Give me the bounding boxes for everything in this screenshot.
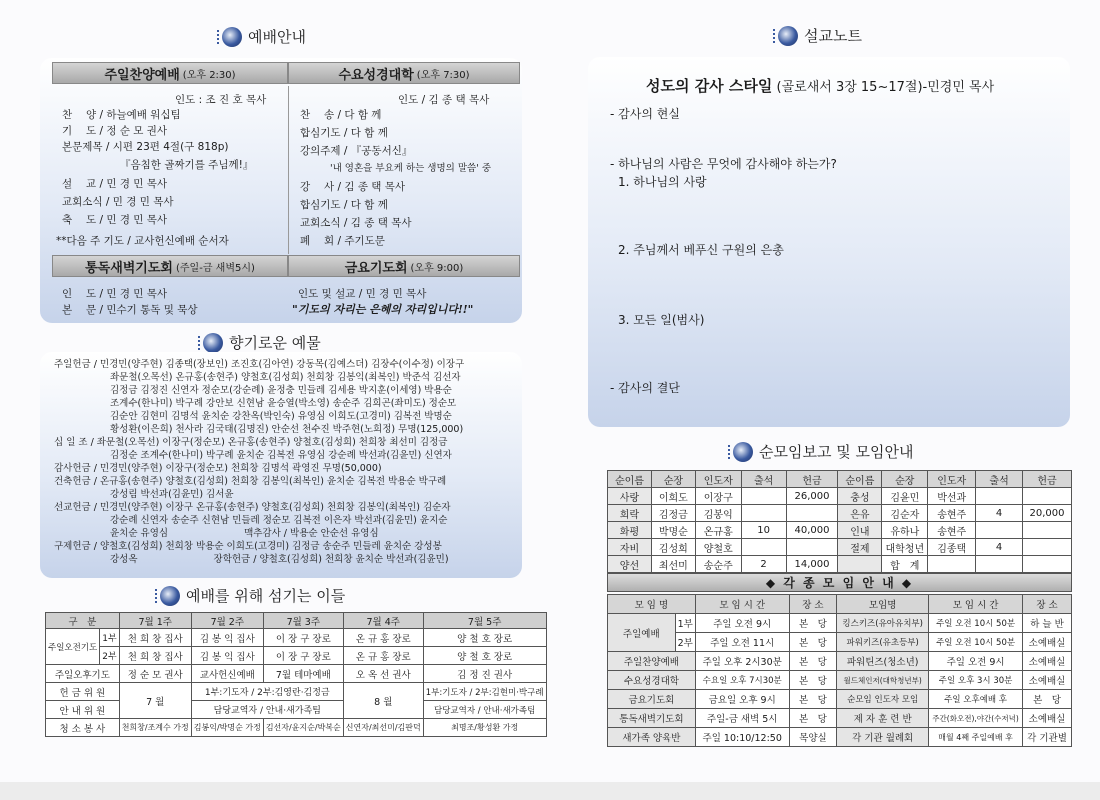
sermon-point: - 감사의 현실 (610, 107, 680, 121)
table-cell: 본 당 (789, 709, 837, 728)
table-cell: 최선미 (651, 556, 695, 573)
table-cell: 박명순 (651, 522, 695, 539)
table-cell: 주일 오후 3시 30분 (929, 671, 1023, 690)
dawn-line: 인 도 / 민 경 민 목사 (62, 288, 168, 300)
table-header: 출석 (976, 471, 1023, 488)
table-header: 장 소 (789, 595, 837, 614)
table-row (46, 629, 547, 647)
column-divider (288, 86, 289, 254)
table-cell: 이 장 구 장로 (263, 629, 343, 647)
sermon-subpoint: 1. 하나님의 사랑 (618, 175, 707, 189)
table-header: 7월 5주 (423, 613, 546, 629)
table-cell: 인내 (838, 522, 882, 539)
table-row (608, 728, 1072, 747)
sermon-reference: (골로새서 3장 15~17절)-민경민 목사 (776, 80, 995, 95)
table-cell: 화평 (608, 522, 652, 539)
offering-line: 강성옥 장학헌금 / 양철호(김성희) 천희창 윤치순 박선과(김윤민) (110, 554, 449, 565)
table-cell: 사랑 (608, 488, 652, 505)
friday-prayer-title: 금요기도회 (344, 260, 408, 276)
offering-line: 강순례 신연자 송순주 신현남 민들레 정순모 김복전 이은자 박선과(김윤민) 윤지순 (110, 515, 448, 526)
meetings-table (607, 594, 1072, 747)
table-row (608, 505, 1072, 522)
table-cell: 주일 오전 9시 (929, 652, 1023, 671)
row-sublabel: 2부 (100, 647, 119, 665)
dawn-prayer-time: (주일-금 새벽5시) (175, 262, 255, 274)
row-label: 새가족 양육반 (608, 728, 696, 747)
table-cell: 각 기관 월례회 (837, 728, 929, 747)
sermon-title (646, 75, 994, 96)
offering-line: 주일헌금 / 민경민(양주현) 김종택(장보인) 조진호(김아연) 강동목(김예스더) 김장수(이수정) 이장구 (54, 359, 465, 370)
row-label: 주일찬양예배 (608, 652, 696, 671)
table-cell: 김순자 (882, 505, 928, 522)
table-cell: 월드체인저(대학청년부) (837, 671, 929, 690)
wednesday-time: (오후 7:30) (416, 69, 470, 81)
offering-section-title (203, 332, 321, 353)
table-row (608, 488, 1072, 505)
table-header: 출석 (741, 471, 786, 488)
bottom-strip (0, 782, 1100, 800)
table-cell: 은유 (838, 505, 882, 522)
table-header: 순이름 (608, 471, 652, 488)
table-cell: 주일 10:10/12:50 (695, 728, 789, 747)
table-header: 모임명 (837, 595, 929, 614)
wednesday-line: '내 영혼을 부요케 하는 생명의 말씀' 중 (330, 163, 491, 174)
table-cell: 이 장 구 장로 (263, 647, 343, 665)
table-row (46, 683, 547, 701)
table-cell: 2 (741, 556, 786, 573)
table-cell: 2부 (675, 633, 695, 652)
table-cell: 김 정 진 권사 (423, 665, 546, 683)
table-cell: 대학청년 (882, 539, 928, 556)
row-label: 통독새벽기도회 (608, 709, 696, 728)
offering-line: 십 일 조 / 좌문철(오목선) 이장구(정순모) 온규홍(송현주) 양철호(김성희) 천희창 최선미 김정금 (54, 437, 448, 448)
offering-line: 윤치순 유영심 맥추감사 / 박용순 안순선 유영심 (110, 528, 379, 539)
table-cell: 송순주 (695, 556, 741, 573)
table-cell: 주일 오전 10시 50분 (929, 614, 1023, 633)
offering-panel (40, 352, 522, 578)
wednesday-line: 강 사 / 김 종 택 목사 (300, 181, 406, 193)
table-cell: 박선과 (928, 488, 976, 505)
table-cell: 10 (741, 522, 786, 539)
sermon-subpoint: 3. 모든 일(범사) (618, 313, 705, 327)
table-row (608, 652, 1072, 671)
table-cell: 김봉익/박명순 가정 (191, 719, 263, 737)
offering-line: 강성림 박선과(김윤민) 김서윤 (110, 489, 234, 500)
sermon-section-title (778, 25, 862, 46)
table-cell: 김정금 (651, 505, 695, 522)
offering-line: 구제헌금 / 양철호(김성희) 천희창 박용순 이희도(고경미) 김정금 송순주 민들레 윤치순 강성봉 (54, 541, 442, 552)
sermon-note-panel (588, 57, 1070, 427)
table-cell (1022, 556, 1071, 573)
sunday-worship-time: (오후 2:30) (182, 69, 236, 81)
church-logo-icon (222, 27, 242, 47)
servers-schedule-table (45, 612, 547, 737)
table-cell: 킹스키즈(유아유치부) (837, 614, 929, 633)
sunday-line: 교회소식 / 민 경 민 목사 (62, 196, 174, 208)
sermon-subpoint: 2. 주님께서 베푸신 구원의 은총 (618, 243, 784, 257)
table-cell: 주일 오후예배 후 (929, 690, 1023, 709)
table-row (608, 614, 1072, 633)
table-cell (976, 556, 1023, 573)
sunday-line: 축 도 / 민 경 민 목사 (62, 214, 168, 226)
wednesday-title: 수요성경대학 (338, 67, 414, 83)
table-cell: 파워틴즈(청소년) (837, 652, 929, 671)
table-cell: 양선 (608, 556, 652, 573)
table-cell: 교사헌신예배 (191, 665, 263, 683)
table-cell: 담당교역자 / 안내·새가족팀 (423, 701, 546, 719)
table-cell: 본 당 (789, 652, 837, 671)
table-cell: 순모임 인도자 모임 (837, 690, 929, 709)
table-cell: 절제 (838, 539, 882, 556)
servers-section-title (160, 585, 345, 606)
table-cell (741, 539, 786, 556)
offering-line: 김정순 조계수(한나미) 박구례 윤치순 김복전 유영심 강순례 박선과(김윤민) 신연자 (110, 450, 452, 461)
table-header: 7월 4주 (343, 613, 423, 629)
table-cell (1022, 488, 1071, 505)
table-cell: 양철호 (695, 539, 741, 556)
table-cell: 하 늘 반 (1023, 614, 1072, 633)
table-cell: 주간(화오전),야간(수저녁) (929, 709, 1023, 728)
table-cell (1022, 522, 1071, 539)
table-header: 인도자 (928, 471, 976, 488)
offering-line: 감사헌금 / 민경민(양주현) 이장구(정순모) 천희창 김명석 곽영진 무명(50,000) (54, 463, 382, 474)
wednesday-header (288, 62, 520, 84)
row-label: 주일오후기도 (46, 665, 120, 683)
table-cell: 오 옥 선 권사 (343, 665, 423, 683)
table-header: 7월 1주 (119, 613, 191, 629)
table-cell (741, 505, 786, 522)
table-cell: 김 봉 익 집사 (191, 629, 263, 647)
church-logo-icon (778, 26, 798, 46)
table-header: 인도자 (695, 471, 741, 488)
table-cell (786, 539, 838, 556)
wednesday-line: 강의주제 / 『공동서신』 (300, 145, 413, 157)
table-cell (838, 556, 882, 573)
sunday-line: 찬 양 / 하늘예배 워십팀 (62, 109, 181, 121)
table-cell: 신연자/최선미/김판덕 (343, 719, 423, 737)
table-cell: 이희도 (651, 488, 695, 505)
table-cell: 김성희 (651, 539, 695, 556)
table-cell: 김봉익 (695, 505, 741, 522)
table-header: 모 임 명 (608, 595, 696, 614)
table-cell: 본 당 (789, 614, 837, 633)
table-header: 헌금 (1022, 471, 1071, 488)
table-cell: 1부:기도자 / 2부:김영란·김정금 (191, 683, 343, 701)
table-cell: 송현주 (928, 505, 976, 522)
table-cell: 희락 (608, 505, 652, 522)
table-cell: 본 당 (1023, 690, 1072, 709)
worship-section-title (222, 26, 306, 47)
church-logo-icon (203, 333, 223, 353)
month-cell: 7 월 (119, 683, 191, 719)
table-cell: 정 순 모 권사 (119, 665, 191, 683)
table-cell: 온 규 홍 장로 (343, 629, 423, 647)
table-cell: 온 규 홍 장로 (343, 647, 423, 665)
table-cell: 매월 4째 주일예배 후 (929, 728, 1023, 747)
table-cell: 합 계 (882, 556, 928, 573)
offering-section-title-text: 향기로운 예물 (229, 334, 321, 352)
table-header: 구 분 (46, 613, 120, 629)
table-cell: 주일 오전 10시 50분 (929, 633, 1023, 652)
sunday-line: 설 교 / 민 경 민 목사 (62, 178, 168, 190)
table-cell: 14,000 (786, 556, 838, 573)
sunday-line: 본문제목 / 시편 23편 4절(구 818p) (62, 141, 229, 153)
table-cell: 수요일 오후 7시30분 (695, 671, 789, 690)
table-header: 헌금 (786, 471, 838, 488)
table-cell: 온규홍 (695, 522, 741, 539)
friday-handwritten-note: "기도의 자리는 은혜의 자리입니다!!" (292, 303, 474, 316)
table-cell: 충성 (838, 488, 882, 505)
offering-line: 건축헌금 / 온규홍(송현주) 양철호(김성희) 천희창 김봉익(최복인) 윤치순 김복전 박용순 박구례 (54, 476, 447, 487)
wednesday-line: 합심기도 / 다 함 께 (300, 127, 388, 139)
offering-line: 조계수(한나미) 박구례 강안보 신현남 윤승열(박소영) 송순주 김희곤(좌미도) 정순모 (110, 398, 457, 409)
table-cell: 이장구 (695, 488, 741, 505)
table-cell (1022, 539, 1071, 556)
friday-line: 인도 및 설교 / 민 경 민 목사 (298, 288, 427, 300)
table-cell (786, 505, 838, 522)
table-cell (741, 488, 786, 505)
table-row (608, 633, 1072, 652)
table-cell: 본 당 (789, 690, 837, 709)
table-cell: 소예배실 (1023, 633, 1072, 652)
sermon-point: - 하나님의 사람은 무엇에 감사해야 하는가? (610, 157, 837, 171)
table-cell: 1부 (675, 614, 695, 633)
sermon-section-title-text: 설교노트 (804, 27, 862, 45)
table-row (608, 539, 1072, 556)
table-cell: 각 기관별 (1023, 728, 1072, 747)
group-report-table (607, 470, 1072, 573)
table-row (608, 709, 1072, 728)
table-cell: 김종택 (928, 539, 976, 556)
table-cell (928, 556, 976, 573)
table-row (46, 647, 547, 665)
table-cell: 송현주 (928, 522, 976, 539)
table-row (608, 556, 1072, 573)
table-cell: 7월 테마예배 (263, 665, 343, 683)
table-cell: 소예배실 (1023, 709, 1072, 728)
table-cell: 주일 오전 9시 (695, 614, 789, 633)
table-cell: 최명조/황성환 가정 (423, 719, 546, 737)
table-cell: 주일-금 새벽 5시 (695, 709, 789, 728)
offering-line: 황성환(이은희) 천사라 김국태(김명진) 안순선 천수진 박주현(노희정) 무명(125,000) (110, 424, 464, 435)
row-label: 주일예배 (608, 614, 676, 652)
table-row (608, 671, 1072, 690)
table-cell: 소예배실 (1023, 652, 1072, 671)
table-cell: 천 희 창 집사 (119, 629, 191, 647)
table-header: 순이름 (838, 471, 882, 488)
table-cell: 자비 (608, 539, 652, 556)
offering-line: 김정금 김정진 신연자 정순모(강순례) 윤정충 민들레 김세용 박지훈(이세영) 박용순 (110, 385, 452, 396)
month-cell: 8 월 (343, 683, 423, 719)
row-sublabel: 1부 (100, 629, 119, 647)
table-header: 순장 (651, 471, 695, 488)
table-header-row (608, 471, 1072, 488)
sermon-point: - 감사의 결단 (610, 381, 680, 395)
table-cell: 양 철 호 장로 (423, 647, 546, 665)
servers-section-title-text: 예배를 위해 섬기는 이들 (186, 587, 346, 605)
table-cell: 4 (976, 539, 1023, 556)
table-cell: 40,000 (786, 522, 838, 539)
table-cell: 4 (976, 505, 1023, 522)
offering-line: 김순안 김현미 김명석 윤치순 강찬옥(박인숙) 유영심 이희도(고경미) 김복전 박명순 (110, 411, 452, 422)
sunday-worship-header (52, 62, 288, 84)
table-cell: 주일 오후 2시30분 (695, 652, 789, 671)
table-cell: 목양실 (789, 728, 837, 747)
table-cell: 1부:기도자 / 2부:김현미·박구례 (423, 683, 546, 701)
table-header: 7월 3주 (263, 613, 343, 629)
table-cell: 천 희 창 집사 (119, 647, 191, 665)
table-cell: 제 자 훈 련 반 (837, 709, 929, 728)
meeting-section-title (733, 441, 913, 462)
sunday-worship-title: 주일찬양예배 (104, 67, 180, 83)
table-cell: 담당교역자 / 안내·새가족팀 (191, 701, 343, 719)
row-label: 수요성경대학 (608, 671, 696, 690)
table-header: 순장 (882, 471, 928, 488)
row-label: 헌 금 위 원 (46, 683, 120, 701)
church-logo-icon (160, 586, 180, 606)
meetings-table-title: ◆ 각 종 모 임 안 내 ◆ (607, 573, 1072, 592)
table-cell: 26,000 (786, 488, 838, 505)
table-header: 모 임 시 간 (929, 595, 1023, 614)
table-row (46, 719, 547, 737)
table-cell: 금요일 오후 9시 (695, 690, 789, 709)
table-cell: 유하나 (882, 522, 928, 539)
wednesday-line: 교회소식 / 김 종 택 목사 (300, 217, 412, 229)
table-cell: 주일 오전 11시 (695, 633, 789, 652)
row-label: 안 내 위 원 (46, 701, 120, 719)
table-cell: 본 당 (789, 633, 837, 652)
table-cell: 소예배실 (1023, 671, 1072, 690)
sunday-leader: 인도 : 조 진 호 목사 (175, 94, 267, 106)
church-logo-icon (733, 442, 753, 462)
table-row (608, 690, 1072, 709)
table-cell: 김선자/윤지순/박복순 (263, 719, 343, 737)
friday-prayer-header (288, 255, 520, 277)
sermon-title-text: 성도의 감사 스타일 (646, 77, 773, 95)
sermon-title-line: 『음침한 골짜기를 주님께!』 (120, 159, 254, 171)
wednesday-line: 찬 송 / 다 함 께 (300, 109, 382, 121)
worship-section-title-text: 예배안내 (248, 28, 306, 46)
table-cell: 천희창/조계수 가정 (119, 719, 191, 737)
worship-panel (40, 58, 522, 323)
dawn-prayer-header (52, 255, 288, 277)
row-label: 청 소 봉 사 (46, 719, 120, 737)
friday-prayer-time: (오후 9:00) (410, 262, 464, 274)
table-cell: 김 봉 익 집사 (191, 647, 263, 665)
table-header: 모 임 시 간 (695, 595, 789, 614)
table-row (608, 522, 1072, 539)
row-label: 금요기도회 (608, 690, 696, 709)
offering-line: 선교헌금 / 민경민(양주현) 이장구 온규홍(송현주) 양철호(김성희) 천희창 김봉익(최복인) 김순자 (54, 502, 451, 513)
table-cell (976, 522, 1023, 539)
next-week-prayer: **다음 주 기도 / 교사헌신예배 순서자 (56, 235, 229, 247)
wednesday-line: 폐 회 / 주기도문 (300, 235, 385, 247)
row-label: 주일오전기도 (46, 629, 100, 665)
table-cell: 김윤민 (882, 488, 928, 505)
meeting-section-title-text: 순모임보고 및 모임안내 (759, 443, 914, 461)
dawn-line: 본 문 / 민수기 통독 및 묵상 (62, 304, 198, 316)
dawn-prayer-title: 통독새벽기도회 (85, 260, 173, 276)
table-cell: 본 당 (789, 671, 837, 690)
sunday-line: 기 도 / 정 순 모 권사 (62, 125, 168, 137)
offering-line: 좌문철(오목선) 온규홍(송현주) 양철호(김성희) 천희창 김봉익(최복인) 박준석 김선자 (110, 372, 461, 383)
table-header: 장 소 (1023, 595, 1072, 614)
table-cell: 20,000 (1022, 505, 1071, 522)
table-header-row (608, 595, 1072, 614)
table-cell: 파워키즈(유초등부) (837, 633, 929, 652)
table-cell (976, 488, 1023, 505)
wednesday-line: 합심기도 / 다 함 께 (300, 199, 388, 211)
table-cell: 양 철 호 장로 (423, 629, 546, 647)
wednesday-leader: 인도 / 김 종 택 목사 (398, 94, 490, 106)
table-row (46, 665, 547, 683)
table-header: 7월 2주 (191, 613, 263, 629)
